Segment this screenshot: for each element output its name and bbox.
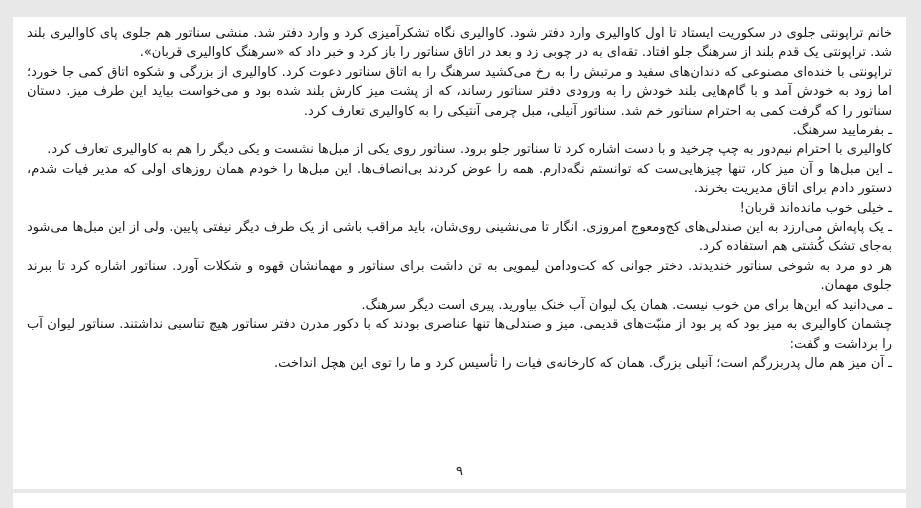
paragraph-8: هر دو مرد به شوخی سناتور خندیدند. دختر جوانی که کت‌ودامن لیمویی به تن داشت برای سناتور و مهمانشان قهوه و شکلات آورد. سناتور اشاره کرد تا ببرند جلوی مهمان. (27, 258, 892, 294)
page-body-text (27, 24, 892, 373)
paragraph-7: ـ یک پاپه‌اش می‌ارزد به این صندلی‌های کج‌ومعوج امروزی. انگار تا می‌نشینی روی‌شان، باید مراقب باشی از یک طرف دیگر نیفتی پایین. ولی از این مبل‌ها می‌شود به‌جای تشک کُشتی هم استفاده کرد. (27, 220, 892, 255)
paragraph-6: ـ خیلی خوب مانده‌اند قربان! (739, 200, 892, 216)
paragraph-2: تراپونتی با خنده‌ای مصنوعی که دندان‌های سفید و مرتبش را به رخ می‌کشید سرهنگ را به اتاق سناتور دعوت کرد. کاوالیری از بزرگی و شکوه اتاق کمی جا خورد؛ اما زود به خودش آمد و با گام‌هایی بلند خودش را به ورودی دفتر سناتور رساند، که از پشت میز کارش بلند شده بود و می‌خواست بیاید این طرف میز. دستان سناتور را که گرفت کمی به احترام سناتور خم شد. سناتور آنیلی، مبل چرمی آنتیکی را به کاوالیری تعارف کرد. (27, 64, 892, 119)
paragraph-9: ـ می‌دانید که این‌ها برای من خوب نیست. همان یک لیوان آب خنک بیاورید. پیری است دیگر سرهنگ. (361, 297, 892, 313)
paragraph-3: ـ بفرمایید سرهنگ. (792, 123, 892, 139)
page-number: ۹ (456, 464, 463, 479)
paragraph-1: خانم تراپونتی جلوی در سکوریت ایستاد تا اول کاوالیری وارد دفتر شود. کاوالیری نگاه تشکرآمیزی کرد و وارد دفتر شد. منشی سناتور هم جلوی پای کاوالیری بلند شد. تراپونتی یک قدم بلند از سرهنگ جلو افتاد. تقه‌ای به در چوبی زد و بعد در اتاق سناتور را باز کرد و خبر داد که «سرهنگ کاوالیری قربان». (27, 26, 892, 61)
paragraph-5: ـ این مبل‌ها و آن میز کار، تنها چیزهایی‌ست که توانستم نگه‌دارم. همه را عوض کردند بی‌انصاف‌ها. این مبل‌ها را خودم همان روزهای اولی که مدیر فیات شدم، دستور دادم برای اتاق مدیریت بخرند. (27, 161, 892, 197)
paragraph-10: چشمان کاوالیری به میز بود که پر بود از منبّت‌های قدیمی. میز و صندلی‌ها تنها عناصری بودند که با دکور مدرن دفتر سناتور هیچ تناسبی نداشتند. سناتور لیوان آب را برداشت و گفت: (27, 317, 892, 352)
paragraph-4: کاوالیری با احترام نیم‌دور به چپ چرخید و با دست اشاره کرد تا سناتور جلو برود. سناتور روی یکی از مبل‌ها نشست و یکی دیگر را هم به کاوالیری تعارف کرد. (47, 142, 892, 158)
document-page (13, 17, 906, 489)
next-page-edge (13, 493, 906, 508)
paragraph-11: ـ آن میز هم مال پدربزرگم است؛ آنیلی بزرگ. همان که کارخانه‌ی فیات را تأسیس کرد و ما را توی این هچل انداخت. (274, 355, 892, 371)
